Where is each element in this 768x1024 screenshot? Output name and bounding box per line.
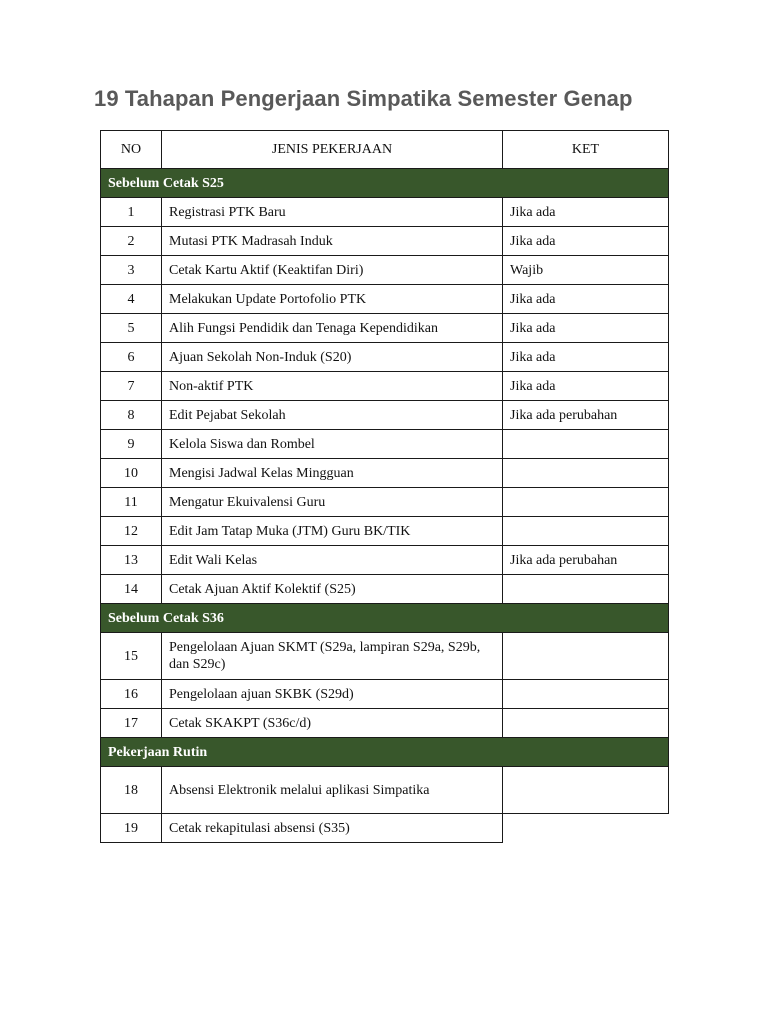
header-no: NO <box>101 131 162 169</box>
row-no: 10 <box>101 459 162 488</box>
table-row <box>101 633 669 680</box>
row-ket <box>503 814 669 843</box>
row-ket <box>503 488 669 517</box>
row-no: 11 <box>101 488 162 517</box>
row-jenis: Melakukan Update Portofolio PTK <box>162 285 503 314</box>
row-no: 14 <box>101 575 162 604</box>
row-no: 4 <box>101 285 162 314</box>
row-jenis: Registrasi PTK Baru <box>162 198 503 227</box>
row-no: 12 <box>101 517 162 546</box>
section-header-row <box>101 738 669 767</box>
header-ket: KET <box>503 131 669 169</box>
row-no: 13 <box>101 546 162 575</box>
row-jenis: Pengelolaan Ajuan SKMT (S29a, lampiran S29a, S29b, dan S29c) <box>162 633 503 680</box>
table-row <box>101 517 669 546</box>
header-jenis-pekerjaan: JENIS PEKERJAAN <box>162 131 503 169</box>
row-jenis: Edit Jam Tatap Muka (JTM) Guru BK/TIK <box>162 517 503 546</box>
table-row <box>101 488 669 517</box>
row-ket <box>503 709 669 738</box>
row-no: 6 <box>101 343 162 372</box>
row-no: 19 <box>101 814 162 843</box>
row-no: 17 <box>101 709 162 738</box>
table-row <box>101 546 669 575</box>
row-no: 16 <box>101 680 162 709</box>
row-jenis: Absensi Elektronik melalui aplikasi Simpatika <box>162 767 503 814</box>
row-ket <box>503 633 669 680</box>
row-jenis: Non-aktif PTK <box>162 372 503 401</box>
row-jenis: Ajuan Sekolah Non-Induk (S20) <box>162 343 503 372</box>
row-no: 2 <box>101 227 162 256</box>
row-no: 8 <box>101 401 162 430</box>
row-jenis: Alih Fungsi Pendidik dan Tenaga Kependidikan <box>162 314 503 343</box>
row-no: 18 <box>101 767 162 814</box>
row-no: 3 <box>101 256 162 285</box>
table-header-row <box>101 131 669 169</box>
table-row <box>101 459 669 488</box>
table-row <box>101 401 669 430</box>
row-jenis: Edit Wali Kelas <box>162 546 503 575</box>
row-ket: Jika ada <box>503 314 669 343</box>
row-jenis: Kelola Siswa dan Rombel <box>162 430 503 459</box>
table-row <box>101 680 669 709</box>
row-ket: Jika ada <box>503 198 669 227</box>
row-ket: Jika ada perubahan <box>503 546 669 575</box>
row-jenis: Cetak Ajuan Aktif Kolektif (S25) <box>162 575 503 604</box>
table-row <box>101 709 669 738</box>
row-ket <box>503 680 669 709</box>
row-no: 7 <box>101 372 162 401</box>
table-row <box>101 814 669 843</box>
row-ket: Wajib <box>503 256 669 285</box>
row-jenis: Mengisi Jadwal Kelas Mingguan <box>162 459 503 488</box>
section-label: Sebelum Cetak S36 <box>101 604 669 633</box>
table-row <box>101 767 669 814</box>
row-jenis: Cetak rekapitulasi absensi (S35) <box>162 814 503 843</box>
row-jenis: Cetak SKAKPT (S36c/d) <box>162 709 503 738</box>
table-row <box>101 372 669 401</box>
row-ket: Jika ada <box>503 343 669 372</box>
section-label: Sebelum Cetak S25 <box>101 169 669 198</box>
table-row <box>101 343 669 372</box>
row-no: 15 <box>101 633 162 680</box>
table-row <box>101 256 669 285</box>
table-row <box>101 198 669 227</box>
page-title: 19 Tahapan Pengerjaan Simpatika Semester Genap <box>94 86 633 111</box>
row-ket: Jika ada <box>503 227 669 256</box>
section-header-row <box>101 169 669 198</box>
row-ket <box>503 459 669 488</box>
row-no: 5 <box>101 314 162 343</box>
row-ket <box>503 430 669 459</box>
row-ket: Jika ada <box>503 372 669 401</box>
table-row <box>101 285 669 314</box>
row-ket: Jika ada perubahan <box>503 401 669 430</box>
table-row <box>101 314 669 343</box>
row-jenis: Cetak Kartu Aktif (Keaktifan Diri) <box>162 256 503 285</box>
tahapan-table-body <box>101 131 669 843</box>
table-row <box>101 575 669 604</box>
tahapan-table <box>100 130 669 843</box>
row-jenis: Edit Pejabat Sekolah <box>162 401 503 430</box>
row-ket <box>503 767 669 814</box>
row-ket <box>503 575 669 604</box>
row-ket: Jika ada <box>503 285 669 314</box>
row-no: 1 <box>101 198 162 227</box>
section-label: Pekerjaan Rutin <box>101 738 669 767</box>
row-no: 9 <box>101 430 162 459</box>
table-row <box>101 227 669 256</box>
row-jenis: Mengatur Ekuivalensi Guru <box>162 488 503 517</box>
table-row <box>101 430 669 459</box>
section-header-row <box>101 604 669 633</box>
row-jenis: Pengelolaan ajuan SKBK (S29d) <box>162 680 503 709</box>
row-jenis: Mutasi PTK Madrasah Induk <box>162 227 503 256</box>
row-ket <box>503 517 669 546</box>
